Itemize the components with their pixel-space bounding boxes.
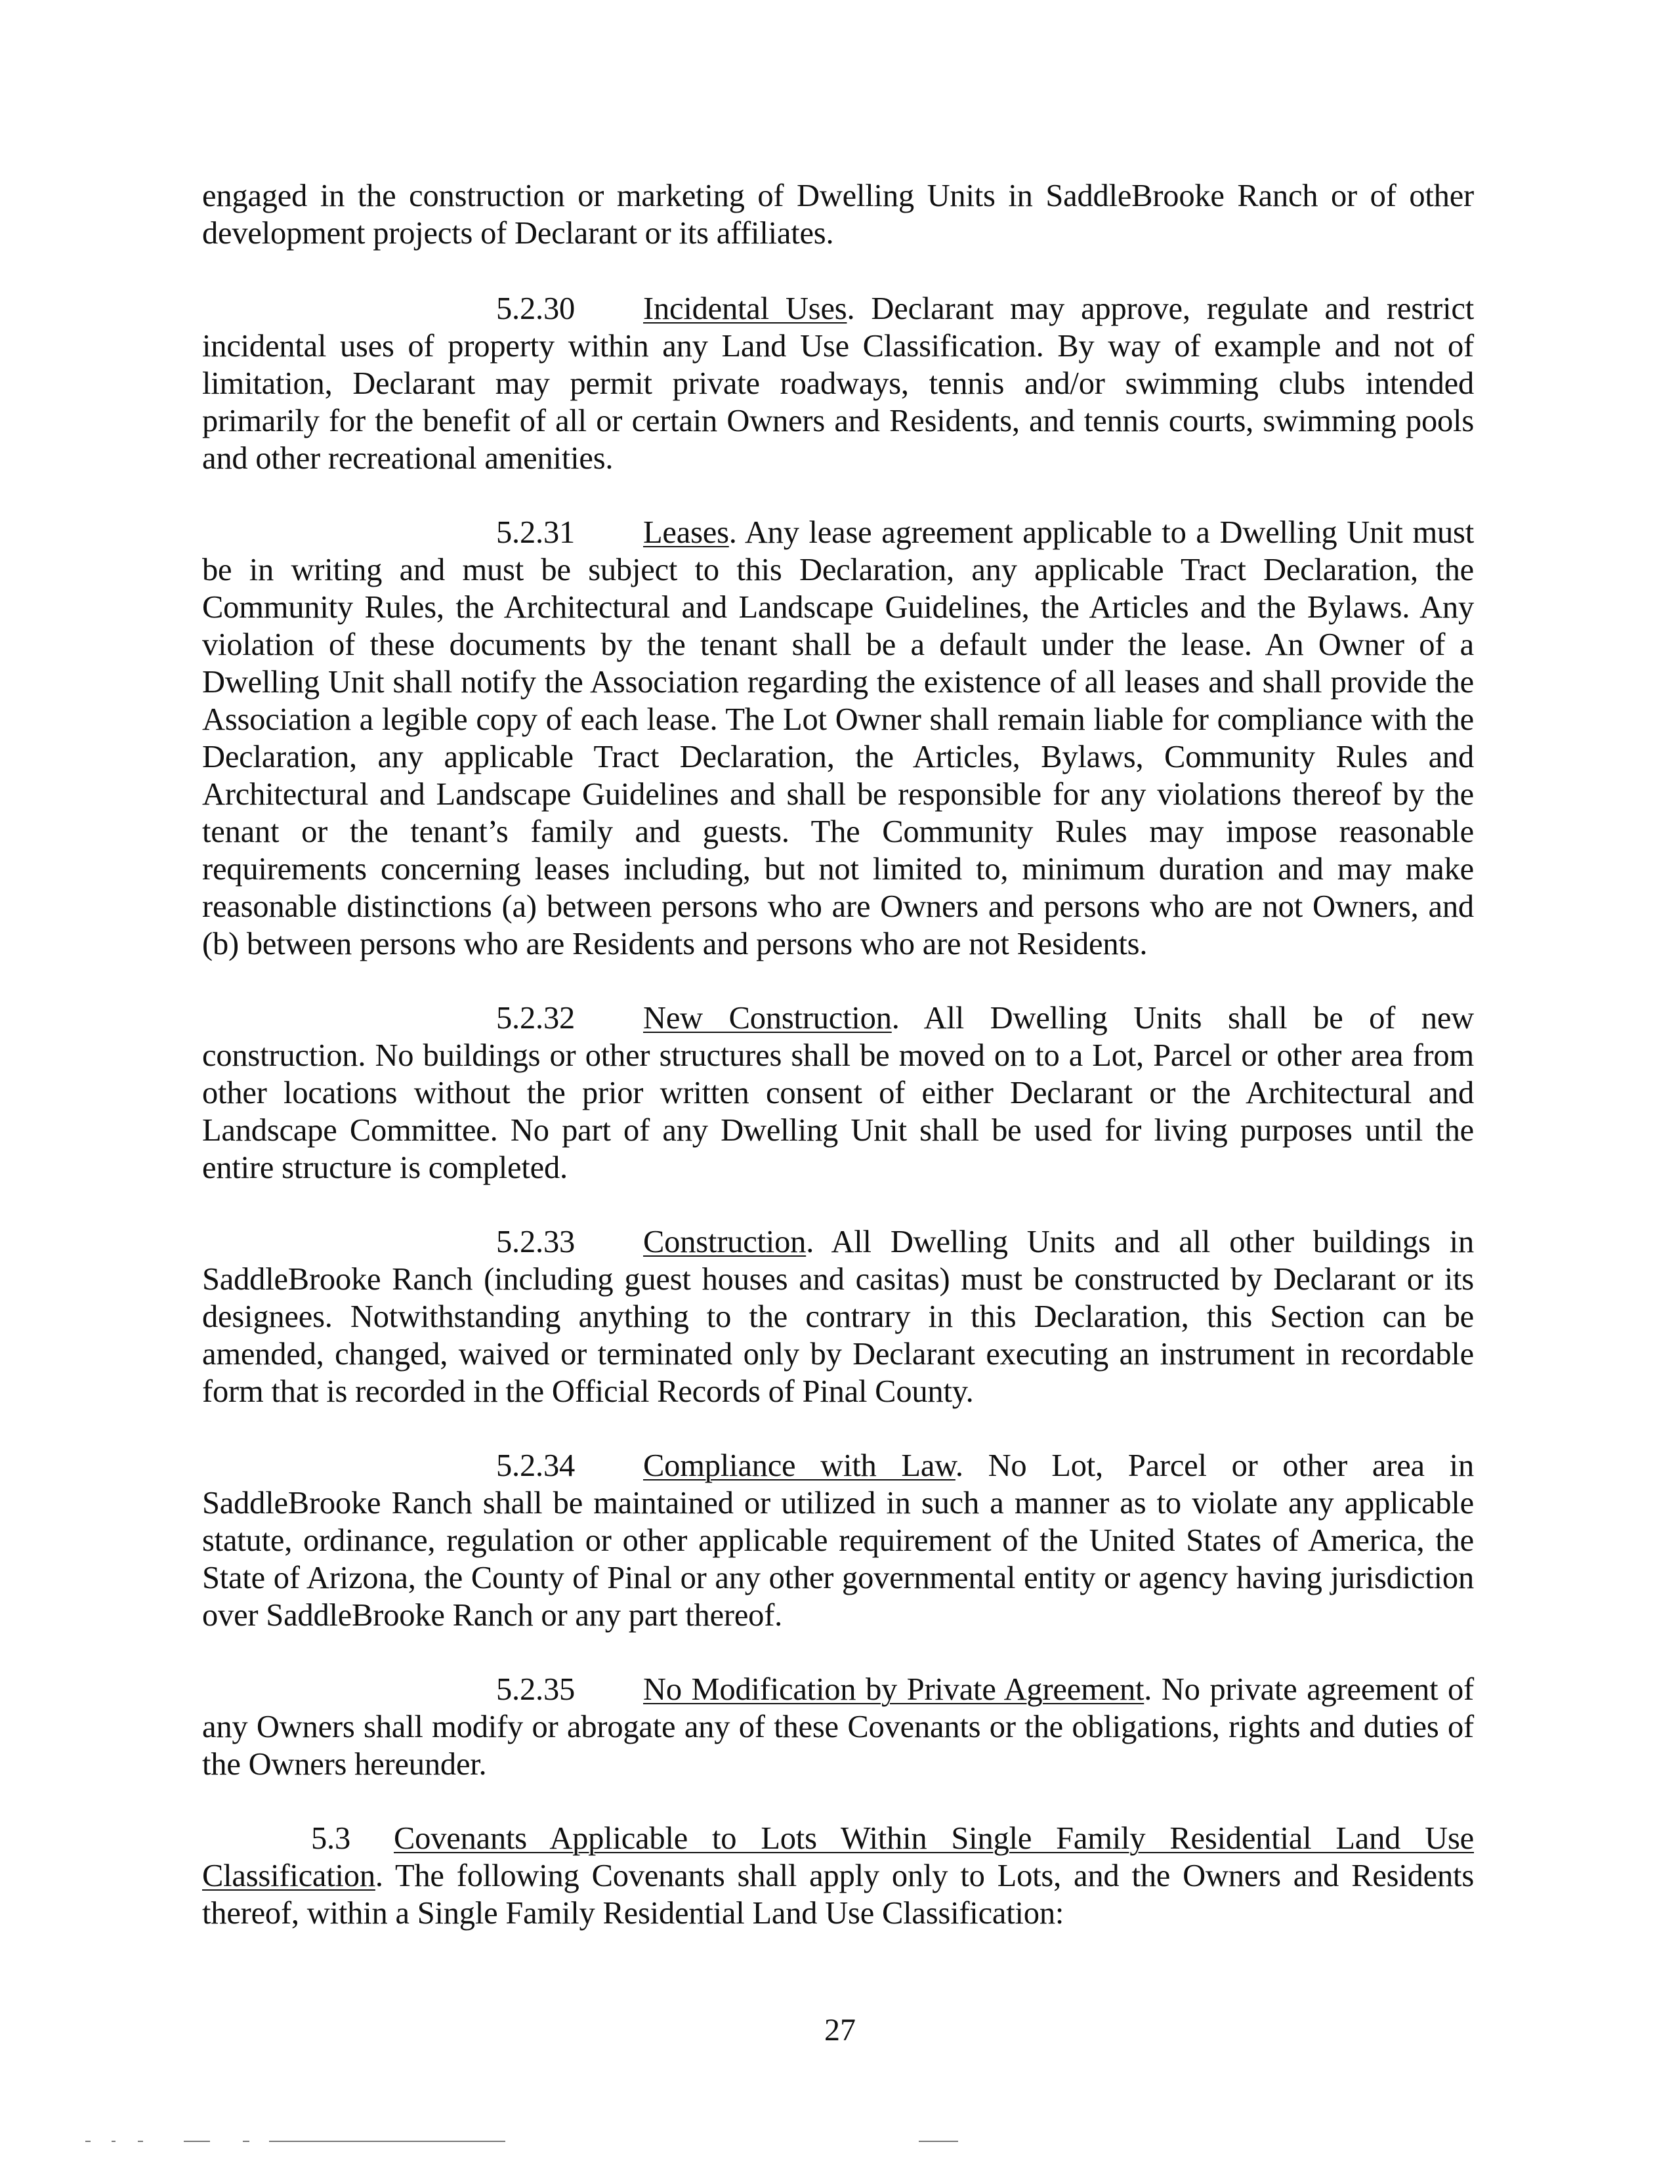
section-number: 5.2.33	[496, 1225, 576, 1259]
section-5-2-34	[202, 1447, 1474, 1634]
scan-mark	[138, 2141, 143, 2142]
section-5-3	[202, 1820, 1474, 1932]
section-5-2-31	[202, 514, 1474, 963]
section-number: 5.2.35	[496, 1672, 576, 1707]
scan-mark	[85, 2141, 91, 2142]
scan-mark	[112, 2141, 116, 2142]
section-body: . The following Covenants shall apply only to Lots, and the Owners and Residents thereof, within a Single Family Residential Land Use Classification:	[202, 1858, 1474, 1931]
section-number: 5.2.34	[496, 1448, 576, 1483]
section-number: 5.2.30	[496, 291, 576, 326]
scan-mark	[269, 2141, 505, 2142]
section-number: 5.2.32	[496, 1001, 576, 1036]
section-number: 5.2.31	[496, 515, 576, 550]
section-heading: No Modification by Private Agreement	[643, 1672, 1144, 1707]
section-body: . All Dwelling Units shall be of new construction. No buildings or other structures shall be moved on to a Lot, Parcel or other area from other locations without the prior written consent of either Declarant or the Architectural and Landscape Committee. No part of any Dwelling Unit shall be used for living purposes until the entire structure is completed.	[202, 1001, 1475, 1185]
section-5-2-35	[202, 1671, 1474, 1783]
section-heading: New Construction	[643, 1001, 892, 1036]
scan-artifact-marks	[85, 2141, 1004, 2147]
section-heading: Construction	[643, 1225, 807, 1259]
section-heading: Covenants Applicable to Lots Within Single Family Residential Land Use Classification	[202, 1821, 1474, 1893]
section-body: . No Lot, Parcel or other area in SaddleBrooke Ranch shall be maintained or utilized in such a manner as to violate any applicable statute, ordinance, regulation or other applicable requirement of the United States of America, the State of Arizona, the County of Pinal or any other governmental entity or agency having jurisdiction over SaddleBrooke Ranch or any part thereof.	[202, 1448, 1474, 1633]
section-body: . No private agreement of any Owners shall modify or abrogate any of these Covenants or the obligations, rights and duties of the Owners hereunder.	[202, 1672, 1474, 1782]
page-number: 27	[824, 2013, 856, 2048]
section-body: . All Dwelling Units and all other buildings in SaddleBrooke Ranch (including guest houses and casitas) must be constructed by Declarant or its designees. Notwithstanding anything to the contrary in this Declaration, this Section can be amended, changed, waived or terminated only by Declarant executing an instrument in recordable form that is recorded in the Official Records of Pinal County.	[202, 1225, 1474, 1409]
intro-paragraph	[202, 177, 1474, 252]
document-body	[202, 177, 1474, 1969]
section-body: . Declarant may approve, regulate and restrict incidental uses of property within any Land Use Classification. By way of example and not of limitation, Declarant may permit private roadways, tennis and/or swimming clubs intended primarily for the benefit of all or certain Owners and Residents, and tennis courts, swimming pools and other recreational amenities.	[202, 291, 1474, 476]
scan-mark	[243, 2141, 249, 2142]
scan-mark	[919, 2141, 958, 2142]
section-heading: Incidental Uses	[643, 291, 847, 326]
section-heading: Compliance with Law	[643, 1448, 956, 1483]
section-5-2-33	[202, 1223, 1474, 1410]
section-body: . Any lease agreement applicable to a Dwelling Unit must be in writing and must be subject to this Declaration, any applicable Tract Declaration, the Community Rules, the Architectural and Landscape Guidelines, the Articles and the Bylaws. Any violation of these documents by the tenant shall be a default under the lease. An Owner of a Dwelling Unit shall notify the Association regarding the existence of all leases and shall provide the Association a legible copy of each lease. The Lot Owner shall remain liable for compliance with the Declaration, any applicable Tract Declaration, the Articles, Bylaws, Community Rules and Architectural and Landscape Guidelines and shall be responsible for any violations thereof by the tenant or the tenant’s family and guests. The Community Rules may impose reasonable requirements concerning leases including, but not limited to, minimum duration and may make reasonable distinctions (a) between persons who are Owners and persons who are not Owners, and (b) between persons who are Residents and persons who are not Residents.	[202, 515, 1474, 961]
section-5-2-30	[202, 290, 1474, 477]
section-heading: Leases	[643, 515, 729, 550]
section-number: 5.3	[311, 1821, 351, 1856]
section-5-2-32	[202, 999, 1474, 1186]
scan-mark	[184, 2141, 210, 2142]
intro-text: engaged in the construction or marketing of Dwelling Units in SaddleBrooke Ranch or of other development projects of Declarant or its affiliates.	[202, 178, 1474, 251]
